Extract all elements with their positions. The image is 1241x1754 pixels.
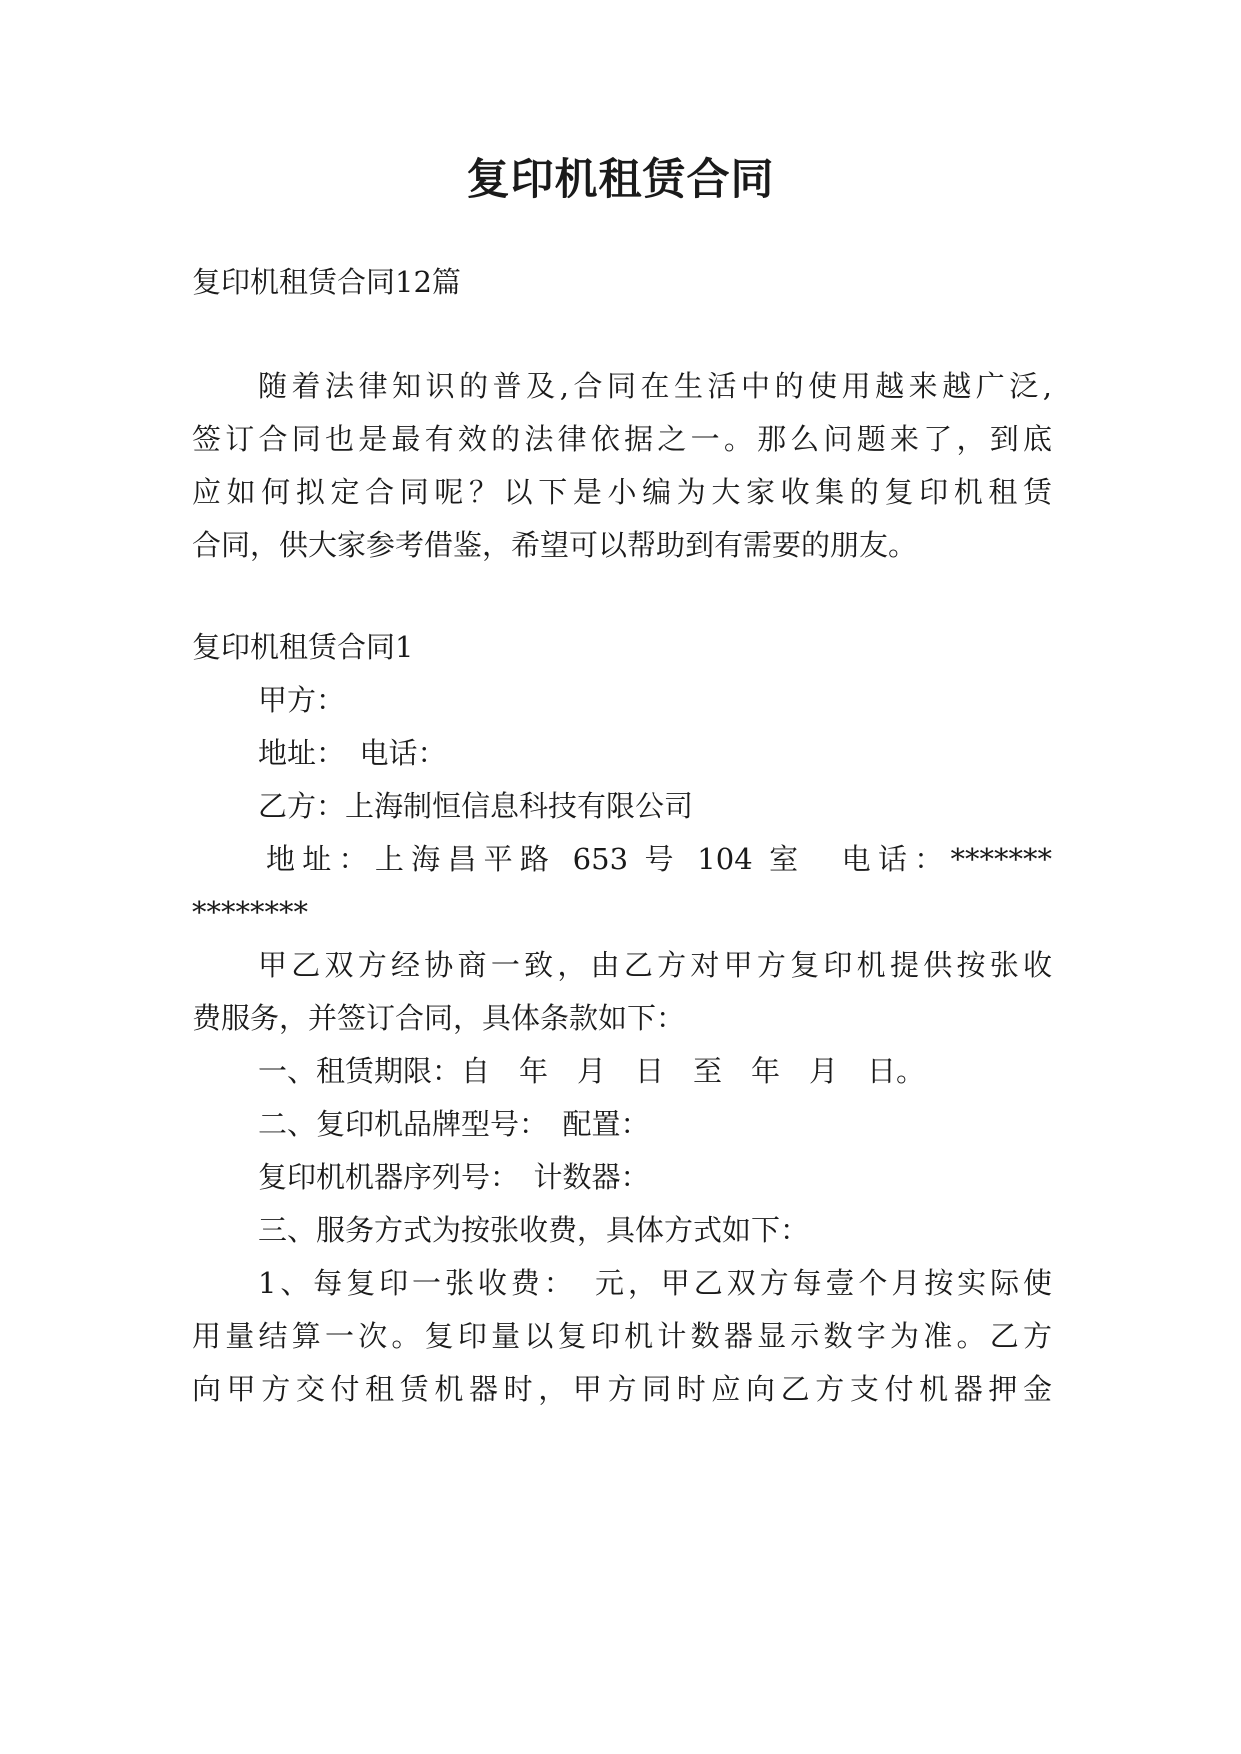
clause-3-1-line-1: 1、每复印一张收费： 元，甲乙双方每壹个月按实际使	[258, 1266, 1052, 1300]
section-heading: 复印机租赁合同1	[192, 630, 414, 664]
document-title: 复印机租赁合同	[466, 155, 775, 205]
clause-3-1-line-2: 用量结算一次。复印量以复印机计数器显示数字为准。乙方	[192, 1319, 1052, 1353]
party-a-address: 地址： 电话：	[258, 736, 447, 770]
party-a-label: 甲方：	[258, 683, 346, 717]
intro-line-2: 签订合同也是最有效的法律依据之一。那么问题来了，到底	[192, 422, 1052, 456]
clause-2: 二、复印机品牌型号： 配置：	[258, 1107, 650, 1141]
agreement-line-2: 费服务，并签订合同，具体条款如下：	[192, 1001, 686, 1035]
party-b-address: 地址：上海昌平路 653 号 104 室 电话：*******	[266, 842, 1052, 876]
intro-line-3: 应如何拟定合同呢？以下是小编为大家收集的复印机租赁	[192, 475, 1052, 509]
clause-1: 一、租赁期限：自 年 月 日 至 年 月 日。	[258, 1054, 926, 1088]
agreement-line-1: 甲乙双方经协商一致，由乙方对甲方复印机提供按张收	[258, 948, 1052, 982]
party-b-address-continued: ********	[192, 895, 308, 929]
clause-3: 三、服务方式为按张收费，具体方式如下：	[258, 1213, 810, 1247]
intro-line-4: 合同，供大家参考借鉴，希望可以帮助到有需要的朋友。	[192, 528, 918, 562]
clause-3-1-line-3: 向甲方交付租赁机器时，甲方同时应向乙方支付机器押金	[192, 1372, 1052, 1406]
party-b-label: 乙方：上海制恒信息科技有限公司	[258, 789, 694, 823]
clause-2-serial: 复印机机器序列号： 计数器：	[258, 1160, 650, 1194]
intro-line-1: 随着法律知识的普及,合同在生活中的使用越来越广泛,	[258, 369, 1052, 403]
document-subtitle: 复印机租赁合同12篇	[192, 265, 461, 299]
